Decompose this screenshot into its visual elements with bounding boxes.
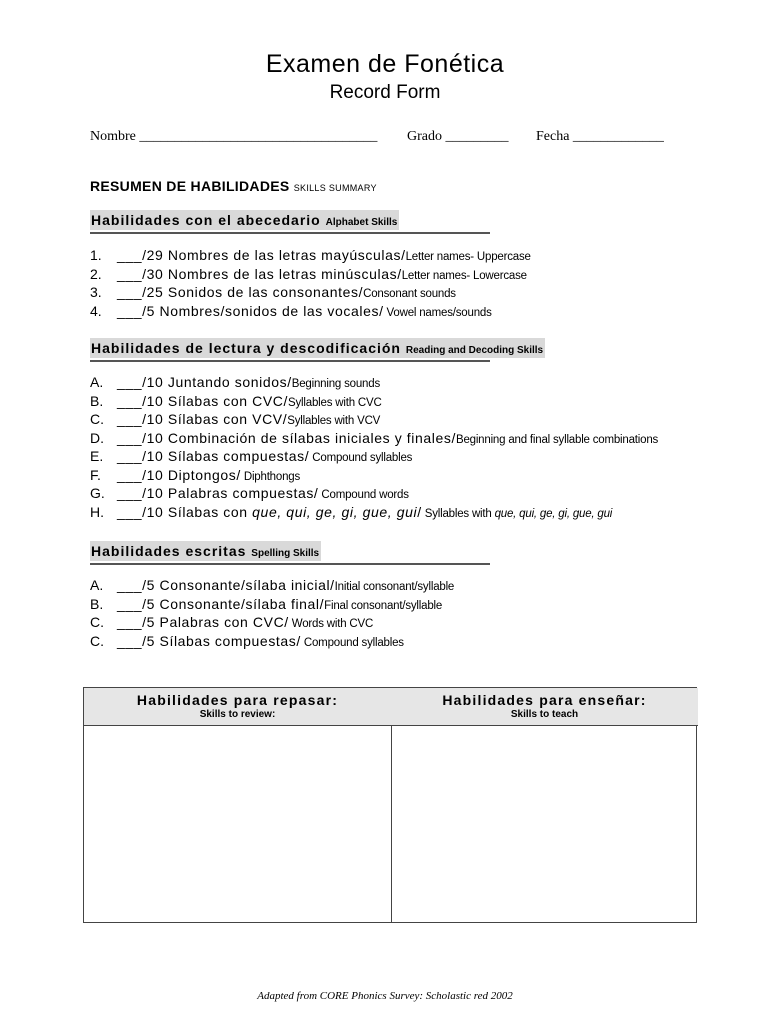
- grado-field[interactable]: Grado _________: [407, 129, 509, 144]
- skills-to-teach-column: [391, 688, 698, 922]
- list-item: F. ___/10 Diptongos/ Diphthongs: [90, 466, 301, 483]
- skills-to-review-header: Habilidades para repasar: Skills to review:: [84, 688, 391, 726]
- list-item: H. ___/10 Sílabas con que, qui, ge, gi, gue, gui/ Syllables with que, qui, ge, gi, gue, gui: [90, 503, 613, 520]
- list-item: 4. ___/5 Nombres/sonidos de las vocales/ Vowel names/sounds: [90, 302, 492, 319]
- section-title: Habilidades con el abecedario Alphabet Skills: [91, 212, 398, 228]
- section-alphabet-skills: [90, 210, 490, 234]
- list-item: E. ___/10 Sílabas compuestas/ Compound syllables: [90, 448, 413, 464]
- section-title: Habilidades de lectura y descodificación Reading and Decoding Skills: [91, 340, 544, 356]
- page-subtitle: Record Form: [329, 82, 441, 103]
- skills-to-review-column: [84, 688, 392, 922]
- section-reading-decoding-skills: [90, 338, 544, 362]
- skills-to-teach-header: Habilidades para enseñar: Skills to teach: [391, 688, 698, 726]
- list-item: 1. ___/29 Nombres de las letras mayúsculas/Letter names- Uppercase: [90, 247, 531, 263]
- reading-decoding-skills-list: [90, 373, 658, 521]
- list-item: G. ___/10 Palabras compuestas/ Compound words: [90, 485, 409, 501]
- spelling-skills-list: [90, 576, 454, 650]
- list-item: C. ___/5 Palabras con CVC/ Words with CVC: [90, 614, 374, 630]
- list-item: C. ___/5 Sílabas compuestas/ Compound syllables: [90, 632, 404, 649]
- section-spelling-skills: [90, 541, 490, 565]
- page-title: Examen de Fonética: [265, 50, 505, 78]
- section-title: Habilidades escritas Spelling Skills: [91, 543, 320, 559]
- summary-label-en: SKILLS SUMMARY: [293, 183, 377, 193]
- list-item: A. ___/5 Consonante/sílaba inicial/Initial consonant/syllable: [90, 577, 455, 593]
- footer-credit: Adapted from CORE Phonics Survey: Scholastic red 2002: [257, 990, 513, 1002]
- student-info-fields: [90, 129, 664, 145]
- list-item: 3. ___/25 Sonidos de las consonantes/Consonant sounds: [90, 284, 456, 300]
- skills-table: [83, 687, 697, 923]
- skills-to-teach-area[interactable]: [391, 726, 698, 922]
- alphabet-skills-list: [90, 246, 531, 320]
- list-item: D. ___/10 Combinación de sílabas iniciales y finales/Beginning and final syllable combinations: [90, 429, 659, 446]
- list-item: A. ___/10 Juntando sonidos/Beginning sounds: [90, 374, 380, 390]
- list-item: 2. ___/30 Nombres de las letras minúsculas/Letter names- Lowercase: [90, 265, 527, 282]
- skills-to-review-area[interactable]: [84, 726, 391, 922]
- list-item: C. ___/10 Sílabas con VCV/Syllables with VCV: [90, 411, 381, 427]
- summary-label: RESUMEN DE HABILIDADES: [90, 178, 290, 194]
- nombre-field[interactable]: Nombre __________________________________: [90, 129, 378, 144]
- fecha-field[interactable]: Fecha _____________: [536, 129, 664, 144]
- list-item: B. ___/5 Consonante/sílaba final/Final consonant/syllable: [90, 595, 443, 612]
- list-item: B. ___/10 Sílabas con CVC/Syllables with CVC: [90, 392, 382, 409]
- skills-summary-heading: [90, 178, 377, 194]
